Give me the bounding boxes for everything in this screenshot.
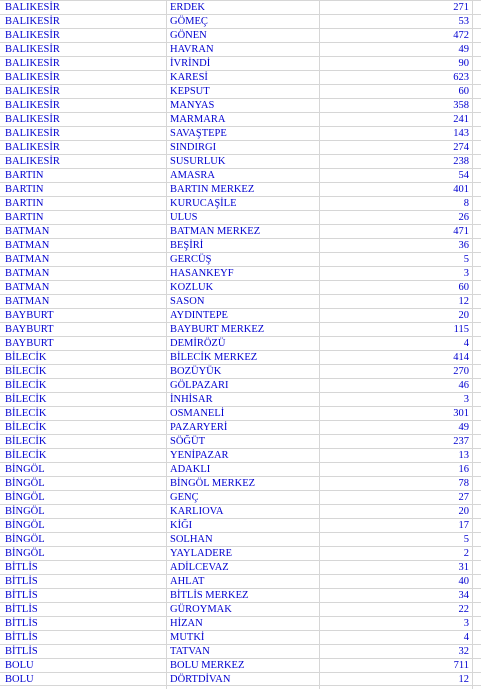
count-cell[interactable]: 2 bbox=[463, 548, 469, 559]
table-row[interactable] bbox=[0, 154, 481, 168]
district-cell[interactable]: BİNGÖL MERKEZ bbox=[170, 478, 256, 489]
district-cell[interactable]: YAYLADERE bbox=[170, 548, 233, 559]
table-row[interactable] bbox=[0, 252, 481, 266]
count-cell[interactable]: 49 bbox=[458, 44, 469, 55]
table-row[interactable] bbox=[0, 658, 481, 672]
district-cell[interactable]: İNHİSAR bbox=[170, 394, 213, 405]
count-cell[interactable]: 3 bbox=[463, 618, 469, 629]
province-cell[interactable]: BİLECİK bbox=[5, 422, 47, 433]
table-row[interactable] bbox=[0, 28, 481, 42]
table-row[interactable] bbox=[0, 378, 481, 392]
count-cell[interactable]: 22 bbox=[458, 604, 469, 615]
table-row[interactable] bbox=[0, 504, 481, 518]
count-cell[interactable]: 8 bbox=[463, 198, 469, 209]
table-row[interactable] bbox=[0, 140, 481, 154]
province-cell[interactable]: BİTLİS bbox=[5, 618, 38, 629]
table-row[interactable] bbox=[0, 630, 481, 644]
count-cell[interactable]: 54 bbox=[458, 170, 469, 181]
table-row[interactable] bbox=[0, 182, 481, 196]
count-cell[interactable]: 238 bbox=[453, 156, 469, 167]
district-cell[interactable]: İVRİNDİ bbox=[170, 58, 211, 69]
count-cell[interactable]: 274 bbox=[453, 142, 469, 153]
district-cell[interactable]: KEPSUT bbox=[170, 86, 210, 97]
district-cell[interactable]: GÖNEN bbox=[170, 30, 207, 41]
district-cell[interactable]: SINDIRGI bbox=[170, 142, 217, 153]
district-cell[interactable]: GENÇ bbox=[170, 492, 199, 503]
count-cell[interactable]: 711 bbox=[453, 660, 469, 671]
province-cell[interactable]: BALIKESİR bbox=[5, 156, 60, 167]
province-cell[interactable]: BAYBURT bbox=[5, 338, 54, 349]
district-cell[interactable]: BATMAN MERKEZ bbox=[170, 226, 261, 237]
province-cell[interactable]: BALIKESİR bbox=[5, 44, 60, 55]
table-row[interactable] bbox=[0, 42, 481, 56]
table-row[interactable] bbox=[0, 490, 481, 504]
province-cell[interactable]: BARTIN bbox=[5, 170, 44, 181]
count-cell[interactable]: 472 bbox=[453, 30, 469, 41]
table-row[interactable] bbox=[0, 266, 481, 280]
table-row[interactable] bbox=[0, 350, 481, 364]
table-row[interactable] bbox=[0, 126, 481, 140]
district-cell[interactable]: HİZAN bbox=[170, 618, 203, 629]
province-cell[interactable]: BİNGÖL bbox=[5, 492, 45, 503]
table-row[interactable] bbox=[0, 420, 481, 434]
district-cell[interactable]: ERDEK bbox=[170, 2, 205, 13]
province-cell[interactable]: BİTLİS bbox=[5, 646, 38, 657]
count-cell[interactable]: 143 bbox=[453, 128, 469, 139]
district-cell[interactable]: BİLECİK MERKEZ bbox=[170, 352, 258, 363]
table-row[interactable] bbox=[0, 0, 481, 14]
district-cell[interactable]: AHLAT bbox=[170, 576, 205, 587]
count-cell[interactable]: 27 bbox=[458, 492, 469, 503]
table-row[interactable] bbox=[0, 588, 481, 602]
province-cell[interactable]: BATMAN bbox=[5, 240, 50, 251]
district-cell[interactable]: BOZÜYÜK bbox=[170, 366, 222, 377]
table-row[interactable] bbox=[0, 14, 481, 28]
table-row[interactable] bbox=[0, 112, 481, 126]
table-row[interactable] bbox=[0, 238, 481, 252]
table-row[interactable] bbox=[0, 448, 481, 462]
table-row[interactable] bbox=[0, 518, 481, 532]
district-cell[interactable]: ADAKLI bbox=[170, 464, 211, 475]
count-cell[interactable]: 5 bbox=[463, 534, 469, 545]
table-row[interactable] bbox=[0, 434, 481, 448]
province-cell[interactable]: BİNGÖL bbox=[5, 548, 45, 559]
count-cell[interactable]: 270 bbox=[453, 366, 469, 377]
count-cell[interactable]: 16 bbox=[458, 464, 469, 475]
count-cell[interactable]: 401 bbox=[453, 184, 469, 195]
table-row[interactable] bbox=[0, 168, 481, 182]
count-cell[interactable]: 3 bbox=[463, 394, 469, 405]
province-cell[interactable]: BİNGÖL bbox=[5, 478, 45, 489]
count-cell[interactable]: 53 bbox=[458, 16, 469, 27]
province-cell[interactable]: BALIKESİR bbox=[5, 142, 60, 153]
table-row[interactable] bbox=[0, 70, 481, 84]
province-cell[interactable]: BARTIN bbox=[5, 212, 44, 223]
province-cell[interactable]: BARTIN bbox=[5, 184, 44, 195]
table-row[interactable] bbox=[0, 392, 481, 406]
district-cell[interactable]: MUTKİ bbox=[170, 632, 205, 643]
province-cell[interactable]: BİLECİK bbox=[5, 394, 47, 405]
count-cell[interactable]: 60 bbox=[458, 282, 469, 293]
table-row[interactable] bbox=[0, 546, 481, 560]
province-cell[interactable]: BİTLİS bbox=[5, 632, 38, 643]
province-cell[interactable]: BALIKESİR bbox=[5, 114, 60, 125]
district-cell[interactable]: HAVRAN bbox=[170, 44, 214, 55]
province-cell[interactable]: BALIKESİR bbox=[5, 72, 60, 83]
count-cell[interactable]: 13 bbox=[458, 450, 469, 461]
count-cell[interactable]: 32 bbox=[458, 646, 469, 657]
table-row[interactable] bbox=[0, 602, 481, 616]
province-cell[interactable]: BİLECİK bbox=[5, 352, 47, 363]
province-cell[interactable]: BİNGÖL bbox=[5, 506, 45, 517]
count-cell[interactable]: 471 bbox=[453, 226, 469, 237]
district-cell[interactable]: SAVAŞTEPE bbox=[170, 128, 227, 139]
district-cell[interactable]: ADİLCEVAZ bbox=[170, 562, 229, 573]
district-cell[interactable]: KURUCAŞİLE bbox=[170, 198, 237, 209]
district-cell[interactable]: GERCÜŞ bbox=[170, 254, 212, 265]
table-row[interactable] bbox=[0, 616, 481, 630]
province-cell[interactable]: BİNGÖL bbox=[5, 520, 45, 531]
count-cell[interactable]: 40 bbox=[458, 576, 469, 587]
count-cell[interactable]: 115 bbox=[453, 324, 469, 335]
province-cell[interactable]: BARTIN bbox=[5, 198, 44, 209]
table-row[interactable] bbox=[0, 364, 481, 378]
table-row[interactable] bbox=[0, 56, 481, 70]
count-cell[interactable]: 49 bbox=[458, 422, 469, 433]
district-cell[interactable]: HASANKEYF bbox=[170, 268, 234, 279]
district-cell[interactable]: YENİPAZAR bbox=[170, 450, 229, 461]
table-row[interactable] bbox=[0, 406, 481, 420]
district-cell[interactable]: SASON bbox=[170, 296, 205, 307]
province-cell[interactable]: BOLU bbox=[5, 660, 34, 671]
count-cell[interactable]: 271 bbox=[453, 2, 469, 13]
district-cell[interactable]: AYDINTEPE bbox=[170, 310, 228, 321]
count-cell[interactable]: 301 bbox=[453, 408, 469, 419]
district-cell[interactable]: GÖLPAZARI bbox=[170, 380, 229, 391]
table-row[interactable] bbox=[0, 672, 481, 686]
district-cell[interactable]: PAZARYERİ bbox=[170, 422, 228, 433]
count-cell[interactable]: 31 bbox=[458, 562, 469, 573]
district-cell[interactable]: BİTLİS MERKEZ bbox=[170, 590, 249, 601]
district-cell[interactable]: MARMARA bbox=[170, 114, 226, 125]
province-cell[interactable]: BAYBURT bbox=[5, 324, 54, 335]
district-cell[interactable]: BAYBURT MERKEZ bbox=[170, 324, 265, 335]
district-cell[interactable]: SUSURLUK bbox=[170, 156, 226, 167]
province-cell[interactable]: BALIKESİR bbox=[5, 2, 60, 13]
province-cell[interactable]: BALIKESİR bbox=[5, 86, 60, 97]
province-cell[interactable]: BİTLİS bbox=[5, 576, 38, 587]
table-row[interactable] bbox=[0, 294, 481, 308]
table-row[interactable] bbox=[0, 560, 481, 574]
province-cell[interactable]: BALIKESİR bbox=[5, 100, 60, 111]
count-cell[interactable]: 34 bbox=[458, 590, 469, 601]
table-row[interactable] bbox=[0, 196, 481, 210]
district-cell[interactable]: SOLHAN bbox=[170, 534, 213, 545]
table-row[interactable] bbox=[0, 574, 481, 588]
district-cell[interactable]: BEŞİRİ bbox=[170, 240, 204, 251]
count-cell[interactable]: 12 bbox=[458, 296, 469, 307]
district-cell[interactable]: GÖMEÇ bbox=[170, 16, 208, 27]
table-row[interactable] bbox=[0, 322, 481, 336]
province-cell[interactable]: BİLECİK bbox=[5, 366, 47, 377]
province-cell[interactable]: BİLECİK bbox=[5, 450, 47, 461]
district-cell[interactable]: DÖRTDİVAN bbox=[170, 674, 231, 685]
district-cell[interactable]: AMASRA bbox=[170, 170, 215, 181]
province-cell[interactable]: BATMAN bbox=[5, 254, 50, 265]
district-cell[interactable]: KARLIOVA bbox=[170, 506, 224, 517]
province-cell[interactable]: BİLECİK bbox=[5, 380, 47, 391]
table-row[interactable] bbox=[0, 84, 481, 98]
count-cell[interactable]: 237 bbox=[453, 436, 469, 447]
district-cell[interactable]: KOZLUK bbox=[170, 282, 214, 293]
district-cell[interactable]: BOLU MERKEZ bbox=[170, 660, 245, 671]
province-cell[interactable]: BİNGÖL bbox=[5, 534, 45, 545]
province-cell[interactable]: BİNGÖL bbox=[5, 464, 45, 475]
province-cell[interactable]: BATMAN bbox=[5, 226, 50, 237]
count-cell[interactable]: 26 bbox=[458, 212, 469, 223]
district-cell[interactable]: GÜROYMAK bbox=[170, 604, 232, 615]
count-cell[interactable]: 78 bbox=[458, 478, 469, 489]
province-cell[interactable]: BATMAN bbox=[5, 282, 50, 293]
table-row[interactable] bbox=[0, 532, 481, 546]
table-row[interactable] bbox=[0, 224, 481, 238]
province-cell[interactable]: BATMAN bbox=[5, 268, 50, 279]
count-cell[interactable]: 4 bbox=[463, 632, 469, 643]
district-cell[interactable]: MANYAS bbox=[170, 100, 215, 111]
table-row[interactable] bbox=[0, 210, 481, 224]
province-cell[interactable]: BALIKESİR bbox=[5, 16, 60, 27]
district-cell[interactable]: KİĞI bbox=[170, 520, 193, 531]
count-cell[interactable]: 12 bbox=[458, 674, 469, 685]
province-cell[interactable]: BİLECİK bbox=[5, 408, 47, 419]
province-cell[interactable]: BİTLİS bbox=[5, 590, 38, 601]
district-cell[interactable]: OSMANELİ bbox=[170, 408, 225, 419]
province-cell[interactable]: BALIKESİR bbox=[5, 30, 60, 41]
count-cell[interactable]: 20 bbox=[458, 506, 469, 517]
table-row[interactable] bbox=[0, 98, 481, 112]
province-cell[interactable]: BOLU bbox=[5, 674, 34, 685]
table-row[interactable] bbox=[0, 308, 481, 322]
count-cell[interactable]: 36 bbox=[458, 240, 469, 251]
count-cell[interactable]: 5 bbox=[463, 254, 469, 265]
table-row[interactable] bbox=[0, 336, 481, 350]
count-cell[interactable]: 358 bbox=[453, 100, 469, 111]
province-cell[interactable]: BATMAN bbox=[5, 296, 50, 307]
count-cell[interactable]: 90 bbox=[458, 58, 469, 69]
district-cell[interactable]: SÖĞÜT bbox=[170, 436, 206, 447]
count-cell[interactable]: 17 bbox=[458, 520, 469, 531]
count-cell[interactable]: 623 bbox=[453, 72, 469, 83]
province-cell[interactable]: BALIKESİR bbox=[5, 58, 60, 69]
count-cell[interactable]: 60 bbox=[458, 86, 469, 97]
province-cell[interactable]: BİTLİS bbox=[5, 604, 38, 615]
table-row[interactable] bbox=[0, 280, 481, 294]
count-cell[interactable]: 46 bbox=[458, 380, 469, 391]
count-cell[interactable]: 4 bbox=[463, 338, 469, 349]
count-cell[interactable]: 241 bbox=[453, 114, 469, 125]
province-cell[interactable]: BİTLİS bbox=[5, 562, 38, 573]
province-cell[interactable]: BAYBURT bbox=[5, 310, 54, 321]
district-cell[interactable]: ULUS bbox=[170, 212, 198, 223]
province-cell[interactable]: BALIKESİR bbox=[5, 128, 60, 139]
district-cell[interactable]: KARESİ bbox=[170, 72, 208, 83]
district-cell[interactable]: TATVAN bbox=[170, 646, 210, 657]
count-cell[interactable]: 414 bbox=[453, 352, 469, 363]
district-cell[interactable]: DEMİRÖZÜ bbox=[170, 338, 226, 349]
table-row[interactable] bbox=[0, 462, 481, 476]
table-row[interactable] bbox=[0, 644, 481, 658]
count-cell[interactable]: 20 bbox=[458, 310, 469, 321]
count-cell[interactable]: 3 bbox=[463, 268, 469, 279]
district-cell[interactable]: BARTIN MERKEZ bbox=[170, 184, 255, 195]
table-row[interactable] bbox=[0, 476, 481, 490]
province-cell[interactable]: BİLECİK bbox=[5, 436, 47, 447]
